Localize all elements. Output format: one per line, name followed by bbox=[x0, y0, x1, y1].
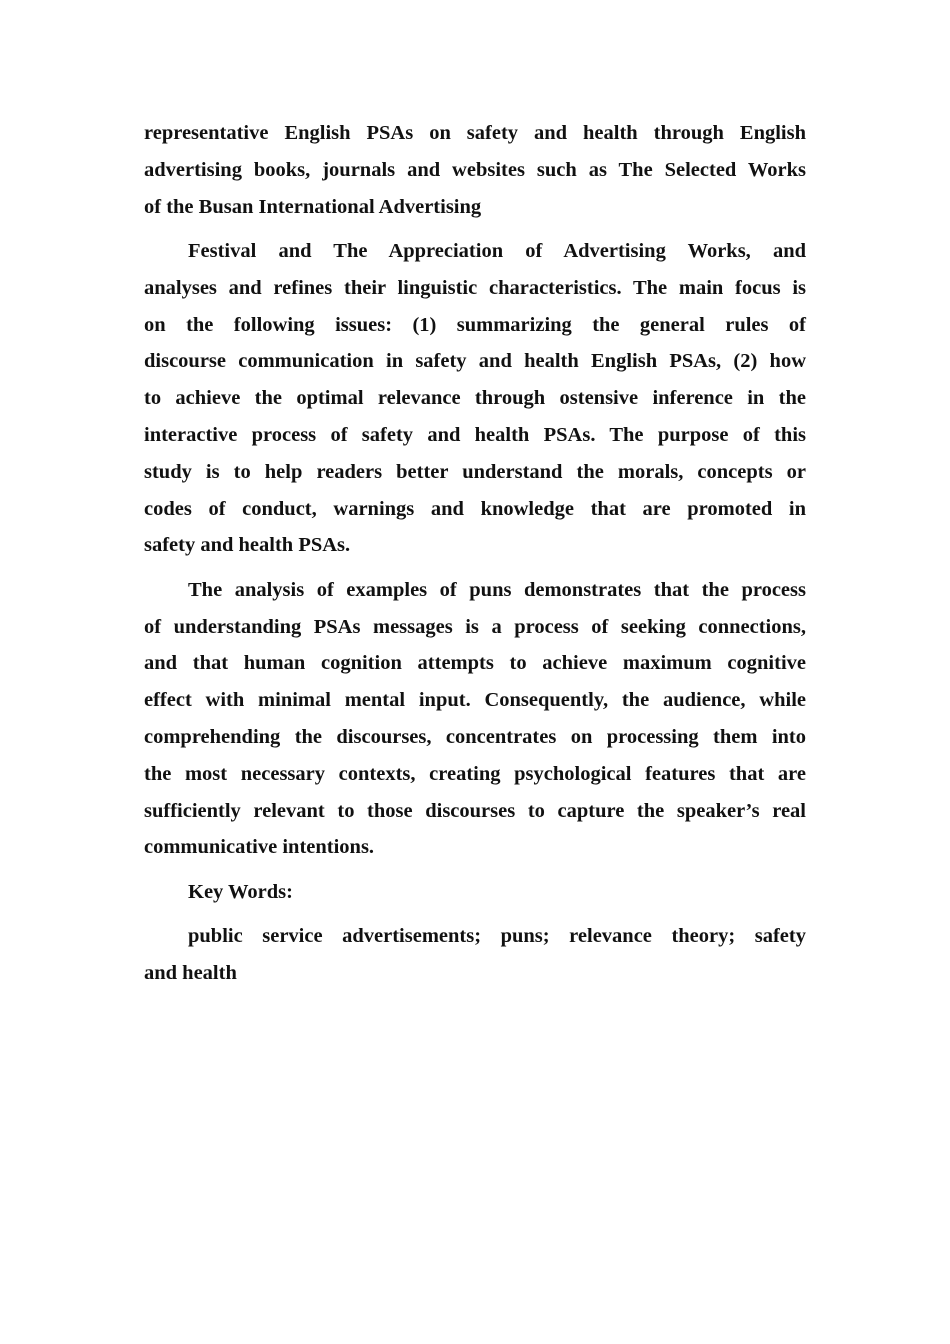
text-line: of the Busan International Advertising bbox=[144, 195, 482, 218]
text-line: interactive process of safety and health PSAs. The purpose of this bbox=[144, 423, 806, 446]
paragraph bbox=[144, 874, 806, 911]
text-line: to achieve the optimal relevance through ostensive inference in the bbox=[144, 387, 806, 410]
text-line: The analysis of examples of puns demonstrates that the process bbox=[188, 578, 806, 601]
text-line: safety and health PSAs. bbox=[144, 534, 351, 557]
text-line: representative English PSAs on safety and health through English bbox=[144, 122, 806, 144]
text-line: Festival and The Appreciation of Advertising Works, and bbox=[188, 239, 806, 262]
text-line: comprehending the discourses, concentrates on processing them into bbox=[144, 725, 806, 748]
text-line: codes of conduct, warnings and knowledge that are promoted in bbox=[144, 497, 806, 520]
text-line: of understanding PSAs messages is a process of seeking connections, bbox=[144, 615, 806, 638]
text-line: study is to help readers better understand the morals, concepts or bbox=[144, 460, 806, 483]
text-line: and health bbox=[144, 961, 237, 984]
text-line: analyses and refines their linguistic characteristics. The main focus is bbox=[144, 276, 806, 299]
text-line: sufficiently relevant to those discourses to capture the speaker’s real bbox=[144, 799, 806, 822]
paragraph bbox=[144, 918, 806, 992]
paragraph bbox=[144, 115, 806, 225]
text-line: advertising books, journals and websites such as The Selected Works bbox=[144, 158, 806, 181]
paragraph bbox=[144, 233, 806, 564]
text-line: public service advertisements; puns; relevance theory; safety bbox=[188, 925, 806, 948]
text-line: Key Words: bbox=[188, 880, 293, 903]
paragraph bbox=[144, 572, 806, 866]
document-page bbox=[144, 115, 806, 999]
text-line: the most necessary contexts, creating psychological features that are bbox=[144, 762, 806, 785]
text-line: on the following issues: (1) summarizing the general rules of bbox=[144, 313, 806, 336]
text-line: communicative intentions. bbox=[144, 836, 375, 859]
text-line: and that human cognition attempts to achieve maximum cognitive bbox=[144, 652, 806, 675]
text-line: discourse communication in safety and health English PSAs, (2) how bbox=[144, 350, 806, 373]
text-line: effect with minimal mental input. Consequently, the audience, while bbox=[144, 689, 806, 712]
